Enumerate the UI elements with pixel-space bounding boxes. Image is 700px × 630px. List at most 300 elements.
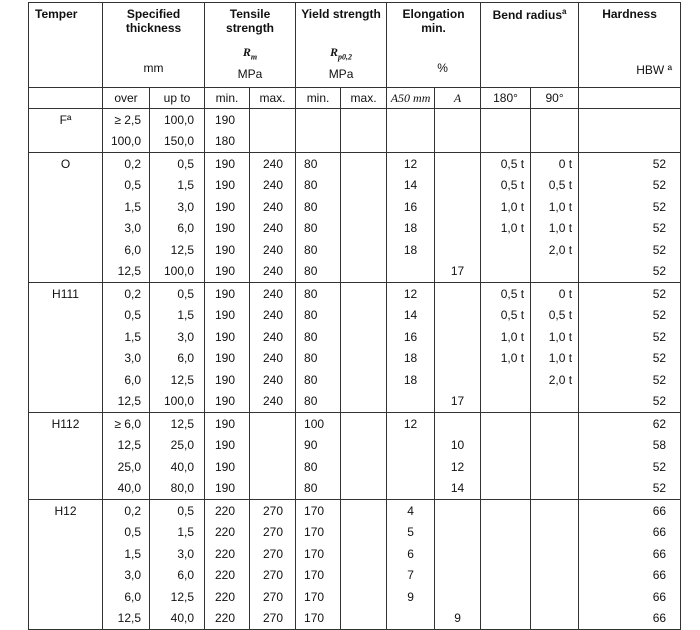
yield-min-cell: 80 <box>296 478 341 500</box>
temper-header <box>29 3 103 88</box>
bend-180-cell <box>481 456 531 478</box>
table-row <box>29 522 681 544</box>
tensile-max-cell: 270 <box>250 500 296 522</box>
hardness-cell: 62 <box>579 413 681 435</box>
tensile-min-cell: 190 <box>205 391 250 413</box>
tensile-max-cell: 240 <box>250 196 296 218</box>
yield-min-cell: 80 <box>296 261 341 283</box>
elongation-a-cell <box>435 348 481 370</box>
hardness-cell: 66 <box>579 500 681 522</box>
yield-max-cell <box>341 369 387 391</box>
thickness-header-label: Specified thickness <box>125 7 182 35</box>
subheader-tensile-min: min. <box>205 88 250 109</box>
bend-90-cell: 0,5 t <box>531 305 579 327</box>
temper-cell: O <box>29 153 103 175</box>
tensile-max-cell: 240 <box>250 239 296 261</box>
yield-min-cell: 80 <box>296 175 341 197</box>
elongation-header-label: Elongation min. <box>402 7 465 35</box>
table-row <box>29 196 681 218</box>
bend-180-cell <box>481 391 531 413</box>
table-row <box>29 369 681 391</box>
bend-90-cell <box>531 109 579 131</box>
elongation-a-cell <box>435 283 481 305</box>
thickness-over-cell: 6,0 <box>103 586 150 608</box>
bend-180-cell: 1,0 t <box>481 196 531 218</box>
bend-90-cell <box>531 500 579 522</box>
hardness-cell <box>579 131 681 153</box>
thickness-up-to-cell: 6,0 <box>150 348 205 370</box>
yield-max-cell <box>341 391 387 413</box>
temper-cell <box>29 586 103 608</box>
elongation-a50-cell: 14 <box>387 305 435 327</box>
thickness-up-to-cell: 100,0 <box>150 109 205 131</box>
thickness-over-cell: 12,5 <box>103 435 150 457</box>
thickness-over-cell: 3,0 <box>103 565 150 587</box>
thickness-unit: mm <box>143 61 164 75</box>
elongation-a-cell: 10 <box>435 435 481 457</box>
table-row <box>29 218 681 240</box>
yield-min-cell <box>296 109 341 131</box>
subheader-tensile-max: max. <box>250 88 296 109</box>
table-row <box>29 435 681 457</box>
hardness-cell: 66 <box>579 522 681 544</box>
yield-min-cell: 80 <box>296 153 341 175</box>
temper-cell: H112 <box>29 413 103 435</box>
thickness-over-cell: 0,5 <box>103 175 150 197</box>
thickness-over-cell: 1,5 <box>103 326 150 348</box>
thickness-over-cell: 25,0 <box>103 456 150 478</box>
tensile-min-cell: 190 <box>205 348 250 370</box>
elongation-a50-cell: 6 <box>387 543 435 565</box>
temper-cell <box>29 522 103 544</box>
elongation-a-cell <box>435 522 481 544</box>
yield-symbol: $R_{p0,2}$ <box>330 45 353 62</box>
temper-cell <box>29 348 103 370</box>
hardness-cell: 66 <box>579 608 681 630</box>
temper-cell <box>29 478 103 500</box>
elongation-a50-cell: 18 <box>387 218 435 240</box>
yield-max-cell <box>341 283 387 305</box>
thickness-up-to-cell: 3,0 <box>150 326 205 348</box>
yield-max-cell <box>341 326 387 348</box>
thickness-up-to-cell: 12,5 <box>150 586 205 608</box>
yield-min-cell: 80 <box>296 326 341 348</box>
temper-cell <box>29 391 103 413</box>
yield-min-cell: 80 <box>296 456 341 478</box>
elongation-a-cell <box>435 413 481 435</box>
yield-min-cell: 170 <box>296 565 341 587</box>
temper-cell <box>29 261 103 283</box>
temper-cell <box>29 369 103 391</box>
elongation-a50-cell: 9 <box>387 586 435 608</box>
bend-90-cell <box>531 131 579 153</box>
yield-min-cell: 170 <box>296 543 341 565</box>
thickness-up-to-cell: 1,5 <box>150 522 205 544</box>
elongation-a-cell <box>435 131 481 153</box>
tensile-max-cell: 240 <box>250 305 296 327</box>
table-row <box>29 456 681 478</box>
thickness-over-cell: 12,5 <box>103 261 150 283</box>
yield-max-cell <box>341 435 387 457</box>
tensile-min-cell: 190 <box>205 326 250 348</box>
tensile-max-cell: 240 <box>250 175 296 197</box>
yield-max-cell <box>341 131 387 153</box>
tensile-unit: MPa <box>237 67 263 82</box>
elongation-a50-cell: 18 <box>387 369 435 391</box>
hardness-cell: 52 <box>579 369 681 391</box>
hardness-cell <box>579 109 681 131</box>
elongation-a-cell: 17 <box>435 391 481 413</box>
tensile-min-cell: 190 <box>205 153 250 175</box>
bend-180-cell: 0,5 t <box>481 175 531 197</box>
subheader-blank <box>29 88 103 109</box>
thickness-over-cell: 0,2 <box>103 500 150 522</box>
yield-max-cell <box>341 153 387 175</box>
bend-90-cell <box>531 565 579 587</box>
tensile-max-cell: 270 <box>250 586 296 608</box>
bend-180-cell <box>481 369 531 391</box>
bend-90-cell <box>531 435 579 457</box>
tensile-min-cell: 190 <box>205 261 250 283</box>
tensile-max-cell: 270 <box>250 608 296 630</box>
bend-radius-header <box>481 3 579 88</box>
tensile-min-cell: 190 <box>205 369 250 391</box>
tensile-max-cell: 240 <box>250 369 296 391</box>
table-row <box>29 175 681 197</box>
hardness-cell: 66 <box>579 586 681 608</box>
temper-cell <box>29 543 103 565</box>
bend-90-cell: 0 t <box>531 153 579 175</box>
tensile-min-cell: 220 <box>205 586 250 608</box>
yield-max-cell <box>341 565 387 587</box>
yield-max-cell <box>341 348 387 370</box>
tensile-max-cell <box>250 478 296 500</box>
subheader-hardness-blank <box>579 88 681 109</box>
table-row <box>29 391 681 413</box>
hardness-cell: 52 <box>579 196 681 218</box>
table-row <box>29 348 681 370</box>
elongation-a50-cell: 18 <box>387 348 435 370</box>
tensile-min-cell: 180 <box>205 131 250 153</box>
table-row <box>29 543 681 565</box>
table-row <box>29 586 681 608</box>
hardness-header-label: Hardness <box>602 7 657 21</box>
bend-180-cell <box>481 522 531 544</box>
bend-90-cell <box>531 413 579 435</box>
thickness-up-to-cell: 12,5 <box>150 239 205 261</box>
tensile-max-cell: 270 <box>250 522 296 544</box>
elongation-a50-cell <box>387 109 435 131</box>
table-row <box>29 478 681 500</box>
bend-180-cell <box>481 109 531 131</box>
tensile-min-cell: 190 <box>205 413 250 435</box>
elongation-a50-cell: 16 <box>387 196 435 218</box>
temper-cell <box>29 218 103 240</box>
yield-max-cell <box>341 218 387 240</box>
thickness-up-to-cell: 25,0 <box>150 435 205 457</box>
bend-90-cell: 1,0 t <box>531 326 579 348</box>
yield-max-cell <box>341 413 387 435</box>
tensile-min-cell: 220 <box>205 608 250 630</box>
subheader-a50: A50 mm <box>387 88 435 109</box>
elongation-a-cell <box>435 153 481 175</box>
bend-180-cell: 1,0 t <box>481 326 531 348</box>
tensile-max-cell <box>250 109 296 131</box>
temper-cell <box>29 196 103 218</box>
thickness-over-cell: 1,5 <box>103 196 150 218</box>
thickness-up-to-cell: 6,0 <box>150 218 205 240</box>
table-row <box>29 565 681 587</box>
yield-min-cell: 170 <box>296 586 341 608</box>
thickness-over-cell: 6,0 <box>103 239 150 261</box>
thickness-up-to-cell: 1,5 <box>150 305 205 327</box>
elongation-a50-cell: 4 <box>387 500 435 522</box>
bend-90-cell <box>531 261 579 283</box>
thickness-over-cell: 6,0 <box>103 369 150 391</box>
elongation-a50-cell: 16 <box>387 326 435 348</box>
table-row <box>29 261 681 283</box>
elongation-a-cell <box>435 565 481 587</box>
thickness-up-to-cell: 6,0 <box>150 565 205 587</box>
thickness-up-to-cell: 12,5 <box>150 369 205 391</box>
tensile-min-cell: 190 <box>205 435 250 457</box>
thickness-up-to-cell: 0,5 <box>150 283 205 305</box>
temper-cell <box>29 456 103 478</box>
elongation-a50-cell: 18 <box>387 239 435 261</box>
tensile-symbol: $R_m$ <box>242 45 258 62</box>
table-row <box>29 413 681 435</box>
tensile-min-cell: 190 <box>205 109 250 131</box>
tensile-max-cell: 240 <box>250 348 296 370</box>
bend-180-cell <box>481 131 531 153</box>
bend-180-cell <box>481 565 531 587</box>
elongation-a-cell <box>435 305 481 327</box>
yield-min-cell: 100 <box>296 413 341 435</box>
tensile-max-cell <box>250 413 296 435</box>
tensile-max-cell: 240 <box>250 261 296 283</box>
table-row <box>29 326 681 348</box>
table-row <box>29 109 681 131</box>
elongation-a50-cell <box>387 131 435 153</box>
elongation-a50-cell: 7 <box>387 565 435 587</box>
tensile-min-cell: 220 <box>205 565 250 587</box>
thickness-over-cell: 12,5 <box>103 391 150 413</box>
tensile-max-cell: 270 <box>250 543 296 565</box>
tensile-min-cell: 190 <box>205 283 250 305</box>
temper-cell <box>29 239 103 261</box>
bend-180-cell <box>481 478 531 500</box>
tensile-min-cell: 220 <box>205 543 250 565</box>
yield-max-cell <box>341 543 387 565</box>
yield-min-cell: 80 <box>296 305 341 327</box>
table-row <box>29 283 681 305</box>
bend-180-cell: 0,5 t <box>481 153 531 175</box>
thickness-over-cell: 100,0 <box>103 131 150 153</box>
tensile-max-cell: 240 <box>250 153 296 175</box>
elongation-a50-cell <box>387 435 435 457</box>
hardness-cell: 52 <box>579 175 681 197</box>
elongation-a50-cell <box>387 391 435 413</box>
thickness-up-to-cell: 12,5 <box>150 413 205 435</box>
elongation-header <box>387 3 481 88</box>
hardness-cell: 52 <box>579 326 681 348</box>
bend-90-cell: 2,0 t <box>531 239 579 261</box>
mechanical-properties-table <box>28 2 681 630</box>
thickness-up-to-cell: 100,0 <box>150 261 205 283</box>
hardness-cell: 52 <box>579 239 681 261</box>
hardness-cell: 52 <box>579 261 681 283</box>
elongation-a-cell <box>435 175 481 197</box>
subheader-bend-180: 180° <box>481 88 531 109</box>
thickness-up-to-cell: 100,0 <box>150 391 205 413</box>
temper-cell <box>29 565 103 587</box>
bend-90-cell <box>531 608 579 630</box>
table-row <box>29 131 681 153</box>
hardness-header <box>579 3 681 88</box>
bend-180-cell <box>481 261 531 283</box>
yield-max-cell <box>341 586 387 608</box>
thickness-up-to-cell: 40,0 <box>150 608 205 630</box>
tensile-max-cell <box>250 131 296 153</box>
tensile-min-cell: 190 <box>205 239 250 261</box>
elongation-a50-cell: 12 <box>387 413 435 435</box>
thickness-over-cell: 0,5 <box>103 522 150 544</box>
properties-table-container <box>28 2 680 630</box>
elongation-a-cell <box>435 500 481 522</box>
subheader-over: over <box>103 88 150 109</box>
temper-cell: H12 <box>29 500 103 522</box>
bend-180-cell <box>481 413 531 435</box>
bend-90-cell <box>531 522 579 544</box>
yield-max-cell <box>341 500 387 522</box>
hardness-cell: 66 <box>579 565 681 587</box>
hardness-cell: 52 <box>579 456 681 478</box>
tensile-header-label: Tensile strength <box>226 7 275 35</box>
elongation-a-cell <box>435 543 481 565</box>
tensile-max-cell: 240 <box>250 283 296 305</box>
bend-90-cell: 1,0 t <box>531 348 579 370</box>
hardness-unit: HBW ª <box>636 63 673 77</box>
temper-header-label: Temper <box>35 7 78 21</box>
yield-min-cell: 80 <box>296 348 341 370</box>
hardness-cell: 52 <box>579 283 681 305</box>
tensile-max-cell: 270 <box>250 565 296 587</box>
temper-cell <box>29 435 103 457</box>
yield-max-cell <box>341 239 387 261</box>
thickness-up-to-cell: 80,0 <box>150 478 205 500</box>
thickness-over-cell: 0,2 <box>103 153 150 175</box>
hardness-cell: 52 <box>579 153 681 175</box>
thickness-up-to-cell: 0,5 <box>150 153 205 175</box>
bend-180-cell <box>481 435 531 457</box>
yield-min-cell: 80 <box>296 218 341 240</box>
bend-90-cell: 0 t <box>531 283 579 305</box>
bend-180-cell <box>481 239 531 261</box>
elongation-a-cell: 12 <box>435 456 481 478</box>
hardness-cell: 52 <box>579 391 681 413</box>
yield-max-cell <box>341 175 387 197</box>
elongation-a50-cell <box>387 608 435 630</box>
yield-header-label: Yield strength <box>301 7 381 21</box>
elongation-a-cell: 14 <box>435 478 481 500</box>
hardness-cell: 52 <box>579 218 681 240</box>
bend-180-cell: 0,5 t <box>481 305 531 327</box>
bend-180-cell: 1,0 t <box>481 348 531 370</box>
thickness-over-cell: 3,0 <box>103 348 150 370</box>
elongation-a-cell: 9 <box>435 608 481 630</box>
yield-max-cell <box>341 261 387 283</box>
subheader-yield-min: min. <box>296 88 341 109</box>
elongation-a-cell <box>435 369 481 391</box>
yield-min-cell: 170 <box>296 608 341 630</box>
elongation-a50-cell: 12 <box>387 153 435 175</box>
yield-max-cell <box>341 196 387 218</box>
bend-90-cell <box>531 543 579 565</box>
bend-radius-header-label: Bend radius <box>492 8 562 22</box>
bend-90-cell: 1,0 t <box>531 218 579 240</box>
bend-90-cell <box>531 456 579 478</box>
yield-min-cell: 170 <box>296 500 341 522</box>
table-row <box>29 239 681 261</box>
tensile-min-cell: 190 <box>205 478 250 500</box>
bend-radius-footnote: a <box>562 7 567 16</box>
tensile-max-cell <box>250 456 296 478</box>
table-row <box>29 608 681 630</box>
hardness-cell: 66 <box>579 543 681 565</box>
elongation-a-cell <box>435 109 481 131</box>
yield-min-cell: 80 <box>296 239 341 261</box>
tensile-min-cell: 190 <box>205 196 250 218</box>
temper-cell <box>29 608 103 630</box>
tensile-min-cell: 190 <box>205 305 250 327</box>
elongation-a-cell <box>435 196 481 218</box>
bend-180-cell <box>481 543 531 565</box>
temper-cell <box>29 175 103 197</box>
table-body <box>29 109 681 630</box>
elongation-a-cell: 17 <box>435 261 481 283</box>
tensile-min-cell: 220 <box>205 500 250 522</box>
elongation-a50-cell <box>387 478 435 500</box>
yield-header <box>296 3 387 88</box>
thickness-up-to-cell: 1,5 <box>150 175 205 197</box>
bend-180-cell <box>481 608 531 630</box>
thickness-header <box>103 3 205 88</box>
tensile-max-cell: 240 <box>250 391 296 413</box>
subheader-up-to: up to <box>150 88 205 109</box>
yield-min-cell <box>296 131 341 153</box>
subheader-yield-max: max. <box>341 88 387 109</box>
thickness-over-cell: 40,0 <box>103 478 150 500</box>
temper-cell: Fª <box>29 109 103 131</box>
yield-max-cell <box>341 109 387 131</box>
elongation-unit: % <box>437 61 448 75</box>
thickness-up-to-cell: 3,0 <box>150 543 205 565</box>
elongation-a50-cell <box>387 456 435 478</box>
thickness-up-to-cell: 150,0 <box>150 131 205 153</box>
tensile-header <box>205 3 296 88</box>
temper-cell <box>29 131 103 153</box>
tensile-min-cell: 220 <box>205 522 250 544</box>
thickness-over-cell: 3,0 <box>103 218 150 240</box>
yield-max-cell <box>341 522 387 544</box>
hardness-cell: 52 <box>579 305 681 327</box>
hardness-cell: 58 <box>579 435 681 457</box>
table-row <box>29 305 681 327</box>
thickness-over-cell: 1,5 <box>103 543 150 565</box>
elongation-a-cell <box>435 586 481 608</box>
tensile-min-cell: 190 <box>205 175 250 197</box>
bend-90-cell <box>531 391 579 413</box>
